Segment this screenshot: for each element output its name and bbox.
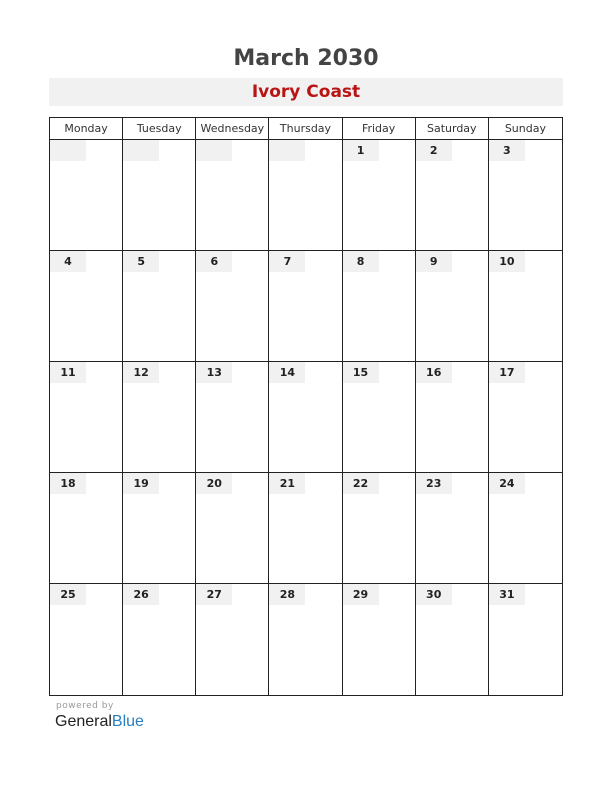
day-cell[interactable] — [50, 362, 123, 472]
day-number: 6 — [196, 251, 232, 272]
day-cell[interactable] — [50, 251, 123, 361]
day-cell[interactable] — [269, 362, 342, 472]
day-cell[interactable] — [123, 140, 196, 250]
day-number: 14 — [269, 362, 305, 383]
day-number: 16 — [416, 362, 452, 383]
week-row — [50, 140, 562, 251]
day-cell[interactable] — [50, 584, 123, 695]
day-cell[interactable] — [416, 140, 489, 250]
day-cell[interactable] — [269, 584, 342, 695]
week-row — [50, 473, 562, 584]
day-number: 12 — [123, 362, 159, 383]
day-number: 26 — [123, 584, 159, 605]
day-cell[interactable] — [343, 362, 416, 472]
weekday-tuesday: Tuesday — [123, 118, 196, 139]
brand-general: General — [55, 713, 112, 730]
day-cell[interactable] — [269, 473, 342, 583]
week-row — [50, 362, 562, 473]
brand-blue: Blue — [111, 713, 144, 730]
day-number: 4 — [50, 251, 86, 272]
day-number: 21 — [269, 473, 305, 494]
day-number: 30 — [416, 584, 452, 605]
day-number: 8 — [343, 251, 379, 272]
day-cell[interactable] — [416, 584, 489, 695]
weekday-friday: Friday — [343, 118, 416, 139]
day-number: 18 — [50, 473, 86, 494]
page-title: March 2030 — [233, 46, 379, 71]
day-number: 2 — [416, 140, 452, 161]
day-number: 5 — [123, 251, 159, 272]
day-number: 31 — [489, 584, 525, 605]
day-cell[interactable] — [196, 362, 269, 472]
day-number: 11 — [50, 362, 86, 383]
day-cell[interactable] — [343, 584, 416, 695]
day-number: 1 — [343, 140, 379, 161]
day-number: 28 — [269, 584, 305, 605]
weekday-thursday: Thursday — [269, 118, 342, 139]
weekday-header-row — [50, 118, 562, 140]
day-number: 22 — [343, 473, 379, 494]
day-cell[interactable] — [343, 251, 416, 361]
day-cell[interactable] — [489, 362, 562, 472]
day-number: 7 — [269, 251, 305, 272]
weekday-wednesday: Wednesday — [196, 118, 269, 139]
day-cell[interactable] — [196, 584, 269, 695]
day-cell[interactable] — [343, 140, 416, 250]
day-cell[interactable] — [123, 251, 196, 361]
calendar-grid — [49, 117, 563, 696]
day-cell[interactable] — [196, 473, 269, 583]
weekday-sunday: Sunday — [504, 122, 546, 135]
day-cell[interactable] — [196, 251, 269, 361]
day-cell[interactable] — [196, 140, 269, 250]
day-number: 15 — [343, 362, 379, 383]
day-cell[interactable] — [489, 140, 562, 250]
day-cell[interactable] — [269, 140, 342, 250]
day-cell[interactable] — [50, 140, 123, 250]
day-cell[interactable] — [123, 362, 196, 472]
week-row — [50, 251, 562, 362]
day-cell[interactable] — [416, 251, 489, 361]
day-number: 29 — [343, 584, 379, 605]
week-rows — [50, 140, 562, 695]
day-number: 10 — [489, 251, 525, 272]
day-number — [196, 140, 232, 161]
day-cell[interactable] — [123, 584, 196, 695]
weekday-saturday: Saturday — [416, 118, 489, 139]
day-number: 27 — [196, 584, 232, 605]
day-number: 19 — [123, 473, 159, 494]
week-row — [50, 584, 562, 695]
powered-by-label: powered by — [56, 701, 114, 711]
day-number: 17 — [489, 362, 525, 383]
day-number: 25 — [50, 584, 86, 605]
day-cell[interactable] — [489, 473, 562, 583]
country-subtitle: Ivory Coast — [49, 78, 563, 106]
weekday-monday: Monday — [50, 118, 123, 139]
day-cell[interactable] — [489, 584, 562, 695]
day-number — [269, 140, 305, 161]
day-number: 23 — [416, 473, 452, 494]
day-number — [123, 140, 159, 161]
day-number: 24 — [489, 473, 525, 494]
day-cell[interactable] — [489, 251, 562, 361]
day-cell[interactable] — [50, 473, 123, 583]
day-number — [50, 140, 86, 161]
day-cell[interactable] — [269, 251, 342, 361]
brand-logo[interactable] — [55, 713, 144, 731]
day-cell[interactable] — [416, 473, 489, 583]
day-cell[interactable] — [416, 362, 489, 472]
day-cell[interactable] — [343, 473, 416, 583]
day-number: 20 — [196, 473, 232, 494]
day-number: 3 — [489, 140, 525, 161]
day-number: 9 — [416, 251, 452, 272]
day-cell[interactable] — [123, 473, 196, 583]
day-number: 13 — [196, 362, 232, 383]
